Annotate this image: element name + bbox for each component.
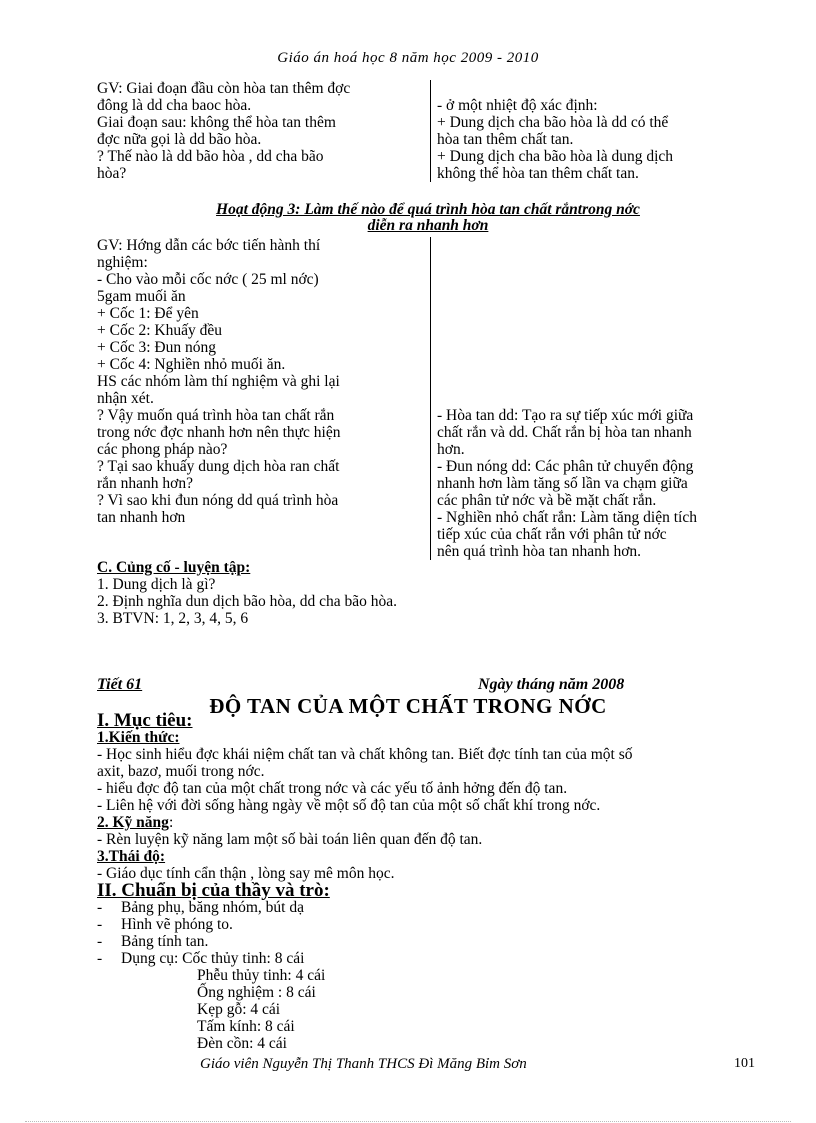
tool-item: Ống nghiệm : 8 cái	[197, 984, 316, 1001]
text-line: + Dung dịch cha bão hòa là dd có thể	[437, 114, 669, 131]
tool-item: Kẹp gỗ: 4 cái	[197, 1001, 281, 1018]
text-line: - Học sinh hiểu đợc khái niệm chất tan và chất không tan. Biết đợc tính tan của một số	[97, 746, 633, 763]
right-column	[430, 80, 759, 182]
text-line: đợc nữa gọi là dd bão hòa.	[97, 131, 262, 148]
text-line: - Liên hệ với đời sống hàng ngày về một số độ tan của một số chất khí trong nớc.	[97, 797, 601, 814]
list-item-text: Bảng tính tan.	[121, 933, 209, 950]
page-footer: Giáo viên Nguyễn Thị Thanh THCS Đì Măng Bỉm Sơn	[200, 1056, 527, 1072]
bullet-dash: -	[97, 950, 103, 967]
tool-item: Đèn cồn: 4 cái	[197, 1035, 287, 1052]
text-line: + Cốc 2: Khuấy đều	[97, 322, 222, 339]
heading-colon: :	[168, 814, 174, 831]
text-line: + Dung dịch cha bão hòa là dung dịch	[437, 148, 674, 165]
list-item	[97, 933, 777, 950]
text-line: HS các nhóm làm thí nghiệm và ghi lại	[97, 373, 340, 390]
text-line: ? Vậy muốn quá trình hòa tan chất rắn	[97, 407, 335, 424]
activity-line: Hoạt động 3: Làm thế nào để quá trình hòa tan chất rắntrong nớc	[216, 201, 640, 218]
objectives-section	[97, 712, 777, 1052]
text-line: hòa tan thêm chất tan.	[437, 131, 574, 148]
text-line: Giai đoạn sau: không thể hòa tan thêm	[97, 114, 336, 131]
text-line: + Cốc 3: Đun nóng	[97, 339, 216, 356]
text-line	[437, 390, 759, 407]
right-column	[430, 237, 759, 560]
text-line: - Nghiền nhỏ chất rắn: Làm tăng diện tích	[437, 509, 697, 526]
text-line: rắn nhanh hơn?	[97, 475, 193, 492]
text-line: - hiểu đợc độ tan của một chất trong nớc và các yếu tố ảnh hởng đến độ tan.	[97, 780, 568, 797]
text-line: - Hòa tan dd: Tạo ra sự tiếp xúc mới giữa	[437, 407, 694, 424]
list-item-text: Hình vẽ phóng to.	[121, 916, 233, 933]
text-line: đông là dd cha baoc hòa.	[97, 97, 252, 114]
text-line: axit, bazơ, muối trong nớc.	[97, 763, 265, 780]
table-block-1	[97, 80, 759, 182]
text-line: GV: Hớng dẫn các bớc tiến hành thí	[97, 237, 321, 254]
text-line	[437, 356, 759, 373]
bullet-dash: -	[97, 916, 103, 933]
section-heading: II. Chuẩn bị của thầy và trò:	[97, 880, 330, 901]
text-line	[437, 305, 759, 322]
bullet-dash: -	[97, 933, 103, 950]
subsection-heading	[97, 814, 777, 831]
tool-item: Phễu thủy tinh: 4 cái	[197, 967, 326, 984]
text-line	[437, 80, 759, 97]
text-line: nghiệm:	[97, 254, 148, 271]
text-line	[437, 288, 759, 305]
text-line	[437, 237, 759, 254]
text-line	[97, 543, 424, 560]
list-item: 1. Dung dịch là gì?	[97, 576, 216, 593]
list-item	[97, 899, 777, 916]
subsection-heading: 1.Kiến thức:	[97, 729, 180, 746]
text-line: GV: Giai đoạn đầu còn hòa tan thêm đợc	[97, 80, 351, 97]
activity-line: diễn ra nhanh hơn	[367, 217, 489, 234]
text-line: - Rèn luyện kỹ năng lam một số bài toán liên quan đến độ tan.	[97, 831, 483, 848]
list-item: 3. BTVN: 1, 2, 3, 4, 5, 6	[97, 610, 249, 627]
left-column	[97, 237, 430, 560]
text-line: các phong pháp nào?	[97, 441, 228, 458]
list-item-text: Bảng phụ, băng nhóm, bút dạ	[121, 899, 304, 916]
text-line: ? Thế nào là dd bão hòa , dd cha bão	[97, 148, 324, 165]
text-line	[97, 526, 424, 543]
list-item-text: Dụng cụ: Cốc thủy tinh: 8 cái	[121, 950, 305, 967]
activity-3-heading	[97, 202, 759, 234]
text-line	[437, 373, 759, 390]
page-number: 101	[734, 1056, 755, 1071]
text-line: hòa?	[97, 165, 127, 182]
list-item: 2. Định nghĩa dun dịch bão hòa, dd cha bão hòa.	[97, 593, 398, 610]
section-heading: C. Củng cố - luyện tập:	[97, 559, 251, 576]
text-line: - ở một nhiệt độ xác định:	[437, 97, 598, 114]
text-line: nhanh hơn làm tăng số lần va chạm giữa	[437, 475, 688, 492]
text-line	[437, 322, 759, 339]
text-line	[437, 271, 759, 288]
text-line: trong nớc đợc nhanh hơn nên thực hiện	[97, 424, 341, 441]
text-line: các phân tử nớc và bề mặt chất rắn.	[437, 492, 657, 509]
text-line: ? Vì sao khi đun nóng dd quá trình hòa	[97, 492, 339, 509]
lesson-date: Ngày tháng năm 2008	[478, 676, 625, 693]
text-line: 5gam muối ăn	[97, 288, 186, 305]
tool-item: Tấm kính: 8 cái	[197, 1018, 295, 1035]
text-line: không thể hòa tan thêm chất tan.	[437, 165, 639, 182]
lesson-title: ĐỘ TAN CỦA MỘT CHẤT TRONG NỚC	[209, 694, 607, 718]
text-line: + Cốc 4: Nghiền nhỏ muối ăn.	[97, 356, 286, 373]
text-line	[437, 254, 759, 271]
bullet-dash: -	[97, 899, 103, 916]
text-line	[437, 339, 759, 356]
text-line: tiếp xúc của chất rắn với phân tử nớc	[437, 526, 667, 543]
text-line: tan nhanh hơn	[97, 509, 186, 526]
skills-heading: 2. Kỹ năng	[97, 814, 169, 831]
text-line: hơn.	[437, 441, 465, 458]
page-bottom-rule	[25, 1121, 791, 1122]
text-line: - Cho vào mỗi cốc nớc ( 25 ml nớc)	[97, 271, 319, 288]
left-column	[97, 80, 430, 182]
section-heading: I. Mục tiêu:	[97, 710, 193, 731]
text-line: ? Tại sao khuấy dung dịch hòa ran chất	[97, 458, 340, 475]
text-line: chất rắn và dd. Chất rắn bị hòa tan nhanh	[437, 424, 692, 441]
table-block-2	[97, 237, 759, 560]
text-line: nhận xét.	[97, 390, 154, 407]
text-line: + Cốc 1: Để yên	[97, 305, 199, 322]
text-line: - Đun nóng dd: Các phân tử chuyển động	[437, 458, 694, 475]
text-line: nên quá trình hòa tan nhanh hơn.	[437, 543, 642, 560]
lesson-number: Tiết 61	[97, 676, 143, 693]
page-header: Giáo án hoá học 8 năm học 2009 - 2010	[277, 50, 539, 66]
list-item	[97, 916, 777, 933]
subsection-heading: 3.Thái độ:	[97, 848, 166, 865]
text-line: - Giáo dục tính cẩn thận , lòng say mê môn học.	[97, 865, 395, 882]
consolidation-section	[97, 559, 777, 627]
list-item	[97, 950, 777, 967]
